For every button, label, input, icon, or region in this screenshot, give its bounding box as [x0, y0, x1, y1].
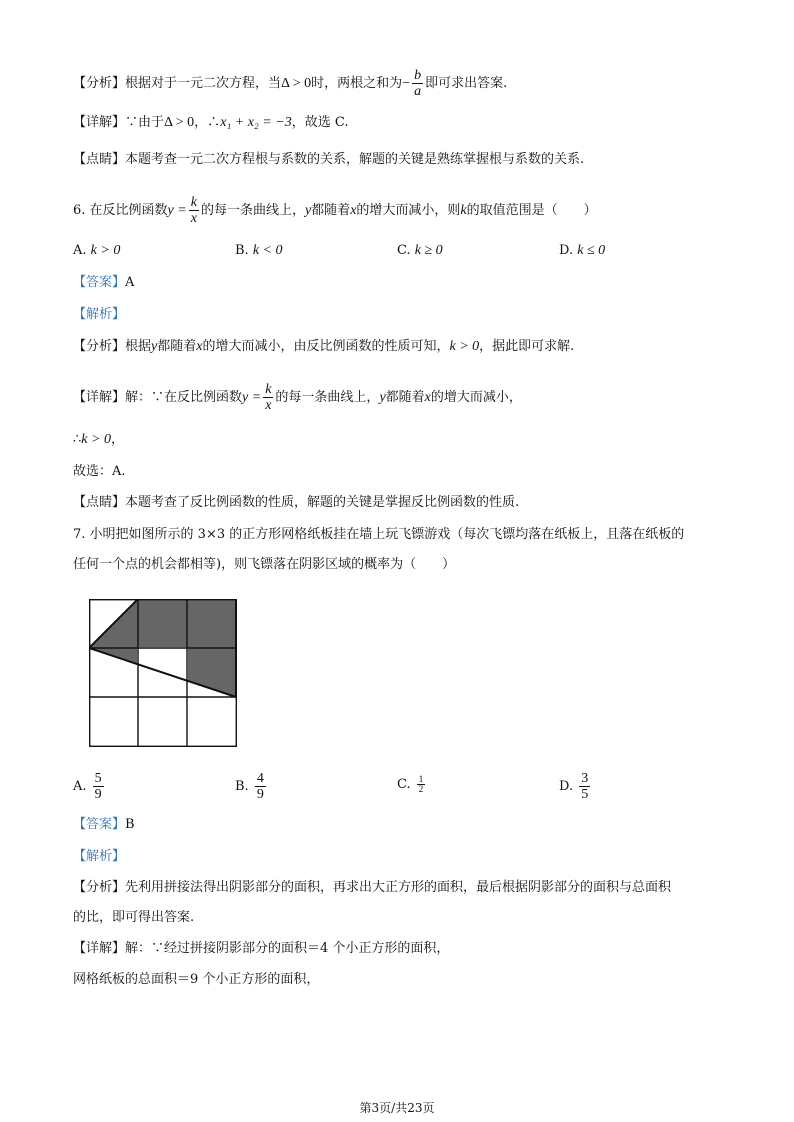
text: 的增大而减小，则 [356, 203, 461, 218]
q7-stem-line1 [73, 525, 684, 545]
q6-detail-line [73, 382, 522, 413]
math-var: x [196, 339, 203, 354]
math-var: y [379, 390, 386, 405]
numerator: b [414, 68, 422, 83]
q7-option-c [397, 775, 427, 794]
text: 先利用拼接法得出阴影部分的面积，再求出大正方形的面积，最后根据阴影部分的面积与总面积 [125, 880, 672, 895]
option-label: A. [73, 779, 87, 794]
math-lhs: y = [167, 203, 187, 218]
answer-tag: 【答案】 [73, 817, 126, 832]
text: 解：∵在反比例函数 [125, 390, 243, 405]
denominator: x [190, 211, 197, 226]
math-var: x [350, 203, 357, 218]
text: ∵由于 [125, 115, 165, 130]
option-fraction [417, 775, 426, 794]
q6-point-line [73, 493, 519, 513]
q7-analysis-line2 [73, 908, 194, 928]
text: 的比，即可得出答案. [73, 910, 195, 925]
fraction-k-over-x [189, 195, 199, 226]
text: 7. 小明把如图所示的 3×3 的正方形网格纸板挂在墙上玩飞镖游戏（每次飞镖均落在纸板上，且落在纸板的 [73, 527, 685, 542]
math-var: x [424, 390, 431, 405]
option-label: C. [397, 243, 411, 258]
math-k: k > 0 [449, 339, 480, 354]
q6-option-a [73, 243, 120, 259]
analysis-tag: 【分析】 [73, 339, 126, 354]
text: 的每一条曲线上， [275, 390, 380, 405]
text: 网格纸板的总面积＝9 个小正方形的面积， [73, 972, 320, 987]
q6-answer-line [73, 273, 134, 293]
therefore: ∴ [73, 432, 82, 447]
option-fraction [579, 771, 590, 802]
text: 本题考查一元二次方程根与系数的关系，解题的关键是熟练掌握根与系数的关系. [125, 152, 585, 167]
option-label: A. [73, 243, 87, 258]
option-value: k ≥ 0 [414, 243, 443, 258]
q7-option-d [559, 771, 592, 802]
analysis-tag: 【分析】 [73, 76, 126, 91]
option-label: D. [559, 243, 574, 258]
denominator: 2 [418, 784, 424, 794]
detail-tag: 【详解】 [73, 941, 126, 956]
math-delta: Δ > 0 [164, 115, 195, 130]
q7-analysis-line1 [73, 878, 671, 898]
q6-stem [73, 195, 597, 226]
option-label: C. [397, 777, 411, 792]
denominator: a [414, 84, 422, 99]
q5-analysis-line [73, 68, 507, 99]
text: 的取值范围是（ ） [466, 203, 597, 218]
math-var: k [460, 203, 467, 218]
text: 的增大而减小， [430, 390, 522, 405]
numerator: k [265, 382, 272, 397]
q7-detail-line1 [73, 939, 449, 959]
text: ，∴ [194, 115, 221, 130]
q7-option-b [235, 771, 268, 802]
math-delta: Δ > 0 [281, 76, 312, 91]
math-var: y [151, 339, 158, 354]
numerator: 5 [94, 771, 102, 786]
numerator: k [190, 195, 197, 210]
fraction-k-over-x [263, 382, 273, 413]
text: ，故选 C. [291, 115, 349, 130]
explain-tag: 【解析】 [73, 849, 126, 864]
page-footer: 第3页/共23页 [359, 1101, 435, 1115]
q7-grid-figure [89, 599, 239, 749]
explain-tag: 【解析】 [73, 307, 126, 322]
text: 即可求出答案. [425, 76, 508, 91]
text: 都随着 [157, 339, 197, 354]
q7-detail-line2 [73, 970, 319, 990]
q7-stem-line2 [73, 555, 455, 575]
denominator: 9 [94, 787, 102, 802]
q5-point-line [73, 150, 584, 170]
q6-option-d [559, 243, 605, 259]
text: 的增大而减小，由反比例函数的性质可知， [202, 339, 450, 354]
q6-choose-line [73, 462, 126, 482]
q7-explain-line [73, 847, 125, 867]
q6-option-b [235, 243, 283, 259]
option-value: k < 0 [252, 243, 283, 258]
text: 本题考查了反比例函数的性质，解题的关键是掌握反比例函数的性质. [125, 495, 520, 510]
numerator: 1 [418, 774, 424, 784]
detail-tag: 【详解】 [73, 390, 126, 405]
text: 都随着 [385, 390, 425, 405]
math-var: y [304, 203, 312, 218]
text: 6. 在反比例函数 [73, 203, 168, 218]
math-sum: x₁ + x₂ = −3 [220, 115, 292, 130]
denominator: 5 [581, 787, 589, 802]
text: 故选：A. [73, 464, 126, 479]
point-tag: 【点睛】 [73, 495, 126, 510]
q5-detail-line [73, 113, 348, 133]
numerator: 4 [256, 771, 264, 786]
text: ，据此即可求解. [479, 339, 575, 354]
text: 根据对于一元二次方程，当 [125, 76, 282, 91]
point-tag: 【点睛】 [73, 152, 126, 167]
numerator: 3 [581, 771, 589, 786]
math-minus: − [402, 76, 411, 91]
denominator: x [265, 398, 272, 413]
answer-value: A [125, 275, 135, 290]
q7-answer-line [73, 815, 135, 835]
detail-tag: 【详解】 [73, 115, 126, 130]
analysis-tag: 【分析】 [73, 880, 126, 895]
fraction-b-over-a [412, 68, 423, 99]
option-label: B. [235, 243, 249, 258]
answer-value: B [125, 817, 135, 832]
option-value: k > 0 [90, 243, 121, 258]
text: 时，两根之和为 [311, 76, 403, 91]
text: 都随着 [311, 203, 351, 218]
q6-therefore-line [73, 430, 124, 450]
math-lhs: y = [242, 390, 262, 405]
q6-explain-line [73, 305, 125, 325]
text: 解：∵经过拼接阴影部分的面积＝4 个小正方形的面积， [125, 941, 450, 956]
option-label: D. [559, 779, 574, 794]
text: 的每一条曲线上， [200, 203, 305, 218]
math-k: k > 0 [81, 432, 111, 447]
option-fraction [93, 771, 104, 802]
answer-tag: 【答案】 [73, 275, 126, 290]
q6-analysis-line [73, 337, 574, 357]
q7-option-a [73, 771, 106, 802]
text: ， [110, 432, 124, 447]
option-fraction [255, 771, 266, 802]
q6-option-c [397, 243, 443, 259]
denominator: 9 [256, 787, 264, 802]
option-label: B. [235, 779, 249, 794]
text: 根据 [125, 339, 152, 354]
option-value: k ≤ 0 [577, 243, 606, 258]
text: 任何一个点的机会都相等)，则飞镖落在阴影区域的概率为（ ） [73, 557, 456, 572]
